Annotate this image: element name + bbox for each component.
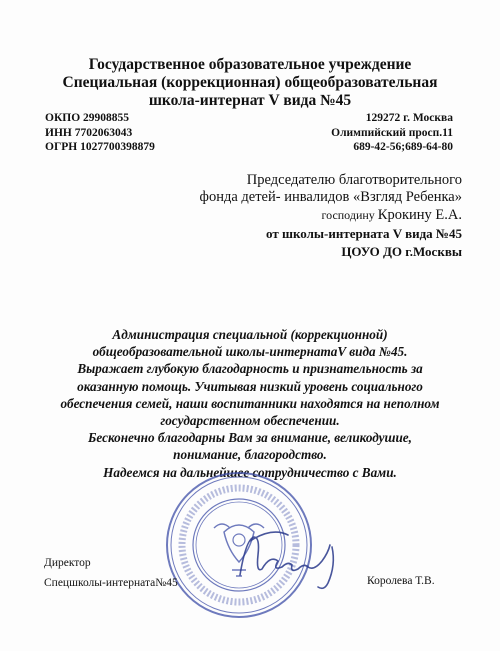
addressee-name-line (200, 206, 462, 225)
requisites-row-1 (45, 111, 453, 126)
addressee-salutation: господину (321, 208, 375, 222)
letter-line: Выражает глубокую благодарность и признательность за (77, 361, 423, 377)
letter-line: понимание, благородство. (173, 447, 327, 463)
addressee-line-2: фонда детей- инвалидов «Взгляд Ребенка» (199, 189, 462, 205)
letterhead-line-3: школа-интернат V вида №45 (148, 92, 352, 109)
letter-line: обеспечения семей, наши воспитанники находятся на неполном (60, 395, 440, 411)
department-line: ЦОУО ДО г.Москвы (341, 244, 462, 259)
signatory-org: Спецшколы-интерната№45 (44, 577, 178, 589)
letterhead-line-2: Специальная (коррекционная) общеобразовательная (62, 74, 438, 91)
letterhead (0, 56, 500, 110)
letterhead-line-1: Государственное образовательное учреждение (88, 56, 412, 73)
addressee-block (200, 172, 462, 261)
addressee-name: Крокину Е.А. (377, 207, 462, 223)
requisites-row-2 (45, 126, 453, 141)
ogrn-code: ОГРН 1027700398879 (45, 141, 155, 153)
signature-block (44, 553, 178, 593)
letter-line: государственном обеспечении. (160, 413, 340, 429)
requisites-row-3 (45, 140, 453, 155)
street-address: Олимпийский просп.11 (331, 126, 453, 139)
letter-line: Бесконечно благодарны Вам за внимание, великодушие, (88, 430, 412, 446)
inn-code: ИНН 7702063043 (45, 126, 133, 139)
handwritten-signature (232, 525, 352, 595)
sender-line: от школы-интерната V вида №45 (266, 226, 462, 241)
letter-line: общеобразовательной школы-интернатаV вида №45. (92, 344, 408, 360)
letter-line: оказанную помощь. Учитывая низкий уровень социального (77, 378, 423, 394)
okpo-code: ОКПО 29908855 (45, 112, 130, 124)
postcode-city: 129272 г. Москва (365, 112, 453, 124)
addressee-line-1: Председателю благотворительного (246, 172, 462, 188)
signatory-title: Директор (44, 557, 91, 569)
letter-body (40, 326, 460, 481)
letter-line: Надеемся на дальнейшее сотрудничество с Вами. (103, 464, 397, 480)
signatory-name: Королева Т.В. (367, 575, 435, 587)
requisites-block (45, 111, 453, 155)
phone-numbers: 689-42-56;689-64-80 (353, 141, 453, 153)
letter-line: Администрация специальной (коррекционной) (112, 327, 388, 342)
